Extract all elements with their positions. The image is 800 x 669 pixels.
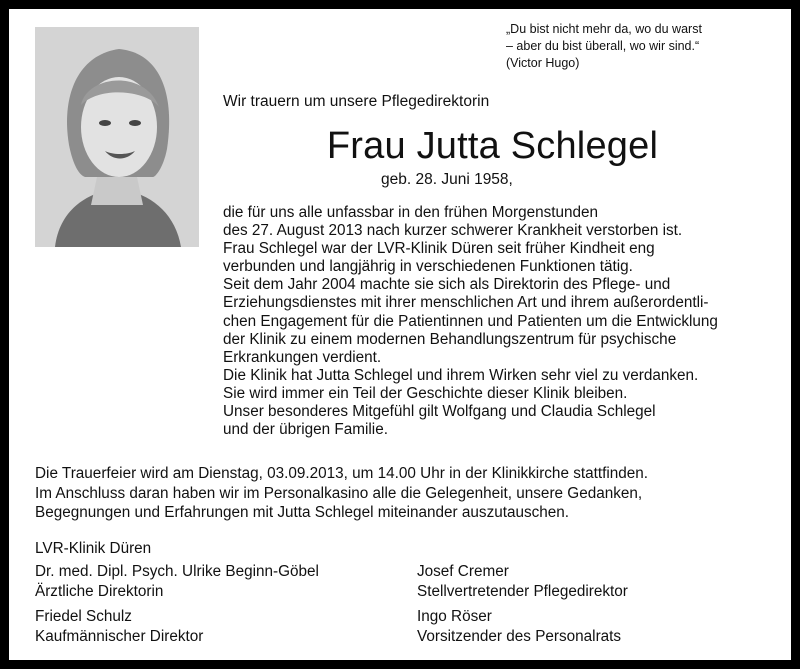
- text-line: verbunden und langjährig in verschiedenen Funktionen tätig.: [223, 258, 633, 276]
- signatory: [35, 562, 319, 601]
- text-line: Begegnungen und Erfahrungen mit Jutta Schlegel miteinander auszutauschen.: [35, 504, 570, 521]
- text-line: der Klinik zu einem modernen Behandlungszentrum für psychische: [223, 330, 677, 348]
- birth-date: geb. 28. Juni 1958,: [381, 171, 513, 188]
- signatory: [417, 607, 621, 646]
- signatory-role: Stellvertretender Pflegedirektor: [417, 582, 628, 600]
- text-line: Sie wird immer ein Teil der Geschichte dieser Klinik bleiben.: [223, 384, 628, 402]
- text-line: Seit dem Jahr 2004 machte sie sich als Direktorin des Pflege- und: [223, 276, 671, 294]
- text-line: des 27. August 2013 nach kurzer schwerer Krankheit verstorben ist.: [223, 222, 683, 240]
- deceased-name: Frau Jutta Schlegel: [326, 125, 659, 167]
- text-line: und der übrigen Familie.: [223, 421, 388, 439]
- signatory-role: Kaufmännischer Direktor: [35, 627, 204, 645]
- text-line: Frau Schlegel war der LVR-Klinik Düren seit früher Kindheit eng: [223, 240, 655, 258]
- text-line: Erziehungsdienstes mit ihrer menschlichen Art und ihrem außerordentli-: [223, 294, 709, 312]
- signatory-role: Ärztliche Direktorin: [35, 582, 164, 600]
- intro-line: Wir trauern um unsere Pflegedirektorin: [223, 93, 490, 110]
- signatory-name: Friedel Schulz: [35, 608, 132, 625]
- obituary-notice: [9, 9, 791, 660]
- text-line: Unser besonderes Mitgefühl gilt Wolfgang und Claudia Schlegel: [223, 403, 656, 421]
- signatory-name: Dr. med. Dipl. Psych. Ulrike Beginn-Göbel: [35, 563, 319, 580]
- signatory: [35, 607, 203, 646]
- text-line: Im Anschluss daran haben wir im Personalkasino alle die Gelegenheit, unsere Gedanken,: [35, 484, 643, 502]
- funeral-info: [35, 464, 648, 523]
- quote-line: – aber du bist überall, wo wir sind.“: [506, 39, 700, 53]
- signatory-name: Ingo Röser: [417, 608, 492, 625]
- text-line: Erkrankungen verdient.: [223, 348, 382, 366]
- quote-block: [506, 21, 776, 72]
- text-line: chen Engagement für die Patientinnen und Patienten um die Entwicklung: [223, 312, 718, 330]
- signatory-role: Vorsitzender des Personalrats: [417, 627, 622, 645]
- signatory-name: Josef Cremer: [417, 563, 509, 580]
- quote-author: (Victor Hugo): [506, 56, 580, 70]
- text-line: die für uns alle unfassbar in den frühen Morgenstunden: [223, 204, 599, 221]
- text-line: Die Klinik hat Jutta Schlegel und ihrem Wirken sehr viel zu verdanken.: [223, 366, 699, 384]
- quote-line: „Du bist nicht mehr da, wo du warst: [506, 22, 702, 36]
- organization-name: LVR-Klinik Düren: [35, 540, 152, 557]
- text-line: Die Trauerfeier wird am Dienstag, 03.09.2013, um 14.00 Uhr in der Klinikkirche stattfinden.: [35, 465, 649, 482]
- signatory: [417, 562, 628, 601]
- obituary-text: [223, 204, 718, 439]
